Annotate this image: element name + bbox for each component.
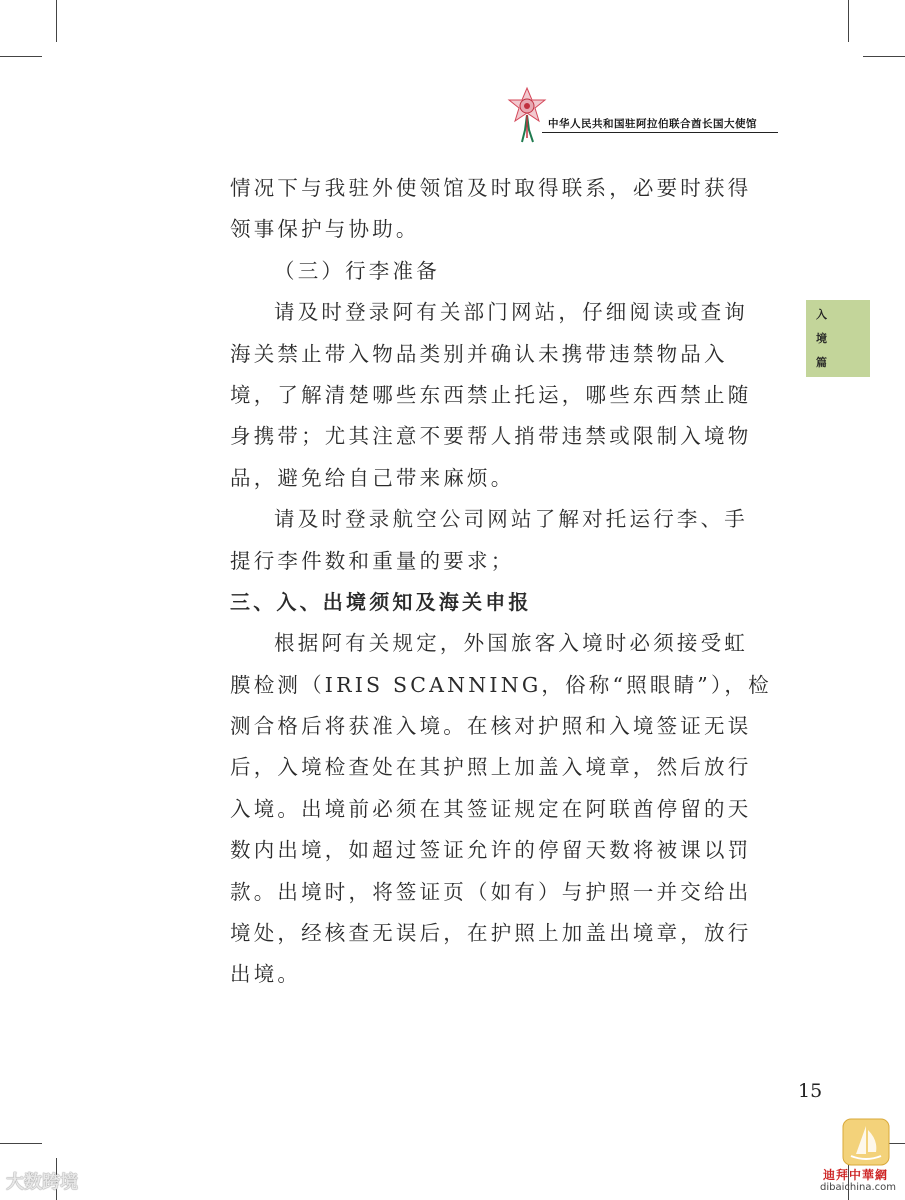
text-line: 境处，经核查无误后，在护照上加盖出境章，放行 bbox=[230, 921, 752, 946]
watermark-left: 大数跨境 bbox=[6, 1172, 78, 1193]
text-line: 提行李件数和重量的要求； bbox=[230, 548, 515, 573]
text-line: 海关禁止带入物品类别并确认未携带违禁物品入 bbox=[230, 341, 728, 366]
text-line: 身携带；尤其注意不要帮人捎带违禁或限制入境物 bbox=[230, 424, 752, 449]
text-line: 境，了解清楚哪些东西禁止托运，哪些东西禁止随 bbox=[230, 382, 752, 407]
section-tab-char: 篇 bbox=[816, 356, 827, 369]
page-number: 15 bbox=[798, 1080, 823, 1102]
section-heading: 三、入、出境须知及海关申报 bbox=[230, 589, 532, 614]
text-line: 入境。出境前必须在其签证规定在阿联酋停留的天 bbox=[230, 796, 752, 821]
section-tab bbox=[806, 300, 870, 377]
text-line: 品，避免给自己带来麻烦。 bbox=[230, 465, 515, 490]
watermark-right-text: 迪拜中華網 bbox=[823, 1168, 889, 1182]
text-line: 出境。 bbox=[230, 962, 302, 987]
sailboat-logo-icon bbox=[842, 1118, 890, 1166]
text-line: 请及时登录航空公司网站了解对托运行李、手 bbox=[274, 507, 748, 532]
text-line: 测合格后将获准入境。在核对护照和入境签证无误 bbox=[230, 714, 752, 739]
text-line: 请及时登录阿有关部门网站，仔细阅读或查询 bbox=[274, 300, 748, 325]
subheading: （三）行李准备 bbox=[274, 258, 440, 283]
section-tab-char: 入 bbox=[816, 308, 827, 321]
crop-mark bbox=[56, 0, 57, 42]
crop-mark bbox=[848, 0, 849, 42]
text-line: 膜检测（IRIS SCANNING，俗称“照眼睛”），检 bbox=[230, 672, 772, 697]
crop-mark bbox=[0, 1143, 42, 1144]
crop-mark bbox=[0, 56, 42, 57]
watermark-right-url: dibaichina.com bbox=[820, 1182, 896, 1193]
text-line: 领事保护与协助。 bbox=[230, 217, 420, 242]
header-title: 中华人民共和国驻阿拉伯联合酋长国大使馆 bbox=[548, 118, 757, 130]
text-line: 数内出境，如超过签证允许的停留天数将被课以罚 bbox=[230, 838, 752, 863]
chinese-knot-emblem-icon bbox=[504, 86, 550, 144]
body-text bbox=[230, 168, 772, 996]
text-line: 后，入境检查处在其护照上加盖入境章，然后放行 bbox=[230, 755, 752, 780]
text-line: 情况下与我驻外使领馆及时取得联系，必要时获得 bbox=[230, 176, 752, 200]
crop-mark bbox=[863, 56, 905, 57]
section-tab-char: 境 bbox=[816, 332, 827, 345]
page-header bbox=[500, 86, 780, 146]
text-line: 款。出境时，将签证页（如有）与护照一并交给出 bbox=[230, 879, 752, 904]
text-line: 根据阿有关规定，外国旅客入境时必须接受虹 bbox=[274, 631, 748, 656]
header-rule bbox=[542, 132, 778, 133]
